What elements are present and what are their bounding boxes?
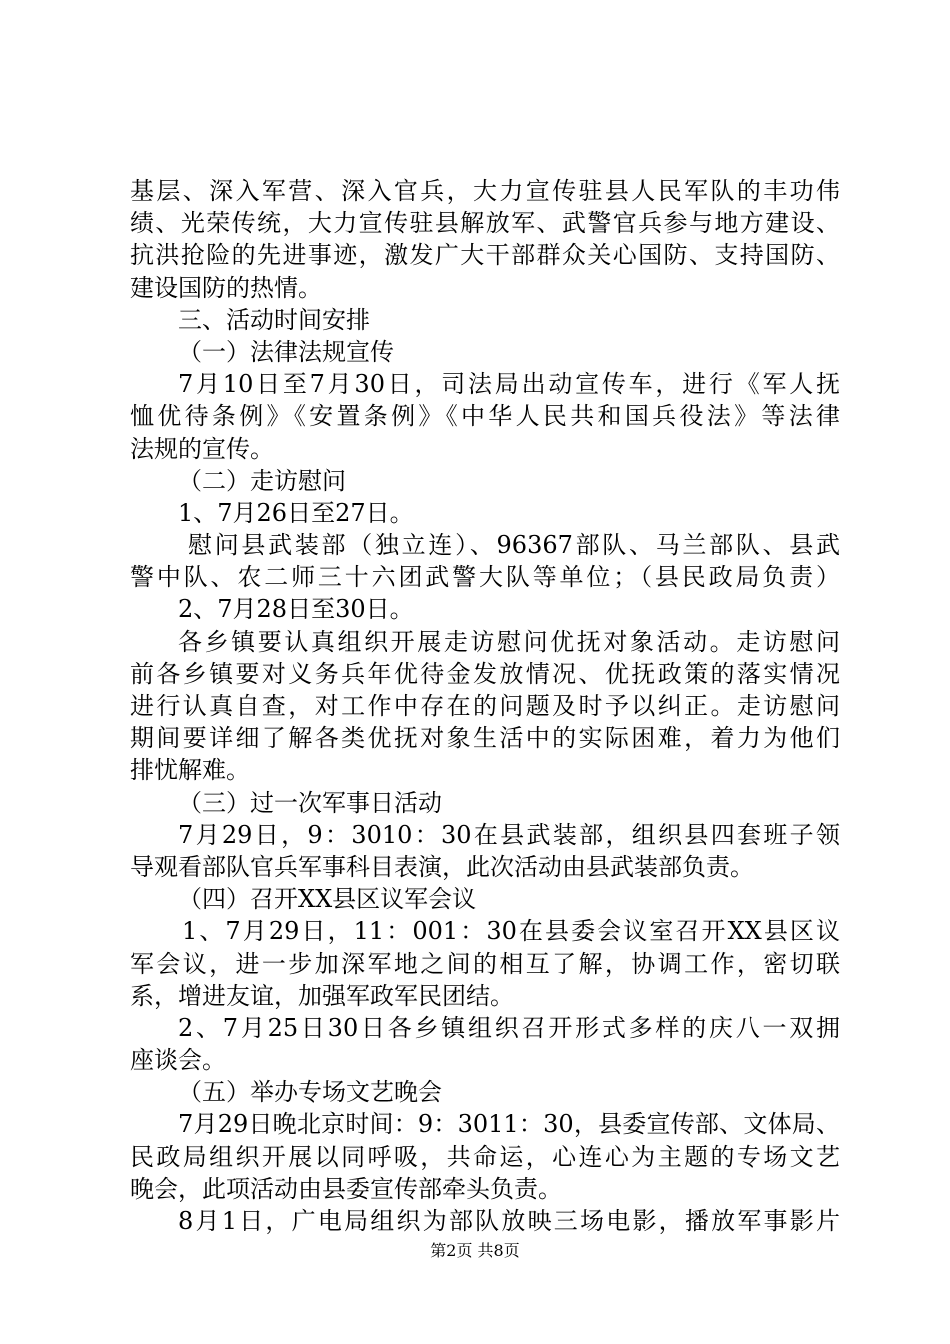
- text-line: 导观看部队官兵军事科目表演，此次活动由县武装部负责。: [130, 852, 754, 881]
- text-line: 期间要详细了解各类优抚对象生活中的实际困难，着力为他们: [130, 724, 840, 753]
- document-body: [130, 175, 840, 1237]
- text-line: 晚会，此项活动由县委宣传部牵头负责。: [130, 1174, 562, 1203]
- list-item: 2、7月25日30日各乡镇组织召开形式多样的庆八一双拥: [178, 1013, 840, 1042]
- text-line: 慰问县武装部（独立连）、96367部队、马兰部队、县武: [188, 531, 840, 560]
- subsection-heading: （一）法律法规宣传: [178, 337, 394, 366]
- text-line: 7月29日，9：3010：30在县武装部，组织县四套班子领: [178, 820, 840, 849]
- subsection-heading: （二）走访慰问: [178, 466, 346, 495]
- text-line: 法规的宣传。: [130, 434, 274, 463]
- text-line: 进行认真自查，对工作中存在的问题及时予以纠正。走访慰问: [130, 692, 840, 720]
- text-line: 基层、深入军营、深入官兵，大力宣传驻县人民军队的丰功伟: [130, 177, 840, 205]
- text-line: 座谈会。: [130, 1046, 226, 1075]
- text-line: 各乡镇要认真组织开展走访慰问优抚对象活动。走访慰问: [178, 627, 840, 656]
- text-line: 系，增进友谊，加强军政军民团结。: [130, 981, 514, 1010]
- text-line: 8月1日，广电局组织为部队放映三场电影，播放军事影片: [178, 1207, 840, 1235]
- subsection-heading: （五）举办专场文艺晚会: [178, 1078, 442, 1107]
- text-line: 排忧解难。: [130, 756, 250, 785]
- section-heading: 三、活动时间安排: [178, 305, 370, 334]
- page-number-footer: 第2页 共8页: [430, 1241, 520, 1260]
- subsection-heading: （四）召开XX县区议军会议: [178, 885, 477, 914]
- text-line: 绩、光荣传统，大力宣传驻县解放军、武警官兵参与地方建设、: [130, 209, 840, 238]
- list-item: 1、7月26日至27日。: [178, 498, 414, 527]
- text-line: 警中队、农二师三十六团武警大队等单位；（县民政局负责）: [130, 563, 840, 592]
- text-line: 恤优待条例》《安置条例》《中华人民共和国兵役法》等法律: [130, 402, 840, 431]
- text-line: 军会议，进一步加深军地之间的相互了解，协调工作，密切联: [130, 949, 840, 978]
- text-line: 民政局组织开展以同呼吸，共命运，心连心为主题的专场文艺: [130, 1142, 840, 1171]
- subsection-heading: （三）过一次军事日活动: [178, 788, 442, 817]
- list-item: 1、7月29日，11：001：30在县委会议室召开XX县区议: [182, 917, 840, 946]
- text-line: 7月10日至7月30日，司法局出动宣传车，进行《军人抚: [178, 370, 840, 399]
- text-line: 建设国防的热情。: [130, 273, 322, 302]
- list-item: 2、7月28日至30日。: [178, 595, 414, 624]
- text-line: 前各乡镇要对义务兵年优待金发放情况、优抚政策的落实情况: [130, 659, 840, 688]
- text-line: 7月29日晚北京时间：9：3011：30，县委宣传部、文体局、: [178, 1110, 840, 1139]
- text-line: 抗洪抢险的先进事迹，激发广大干部群众关心国防、支持国防、: [130, 241, 840, 270]
